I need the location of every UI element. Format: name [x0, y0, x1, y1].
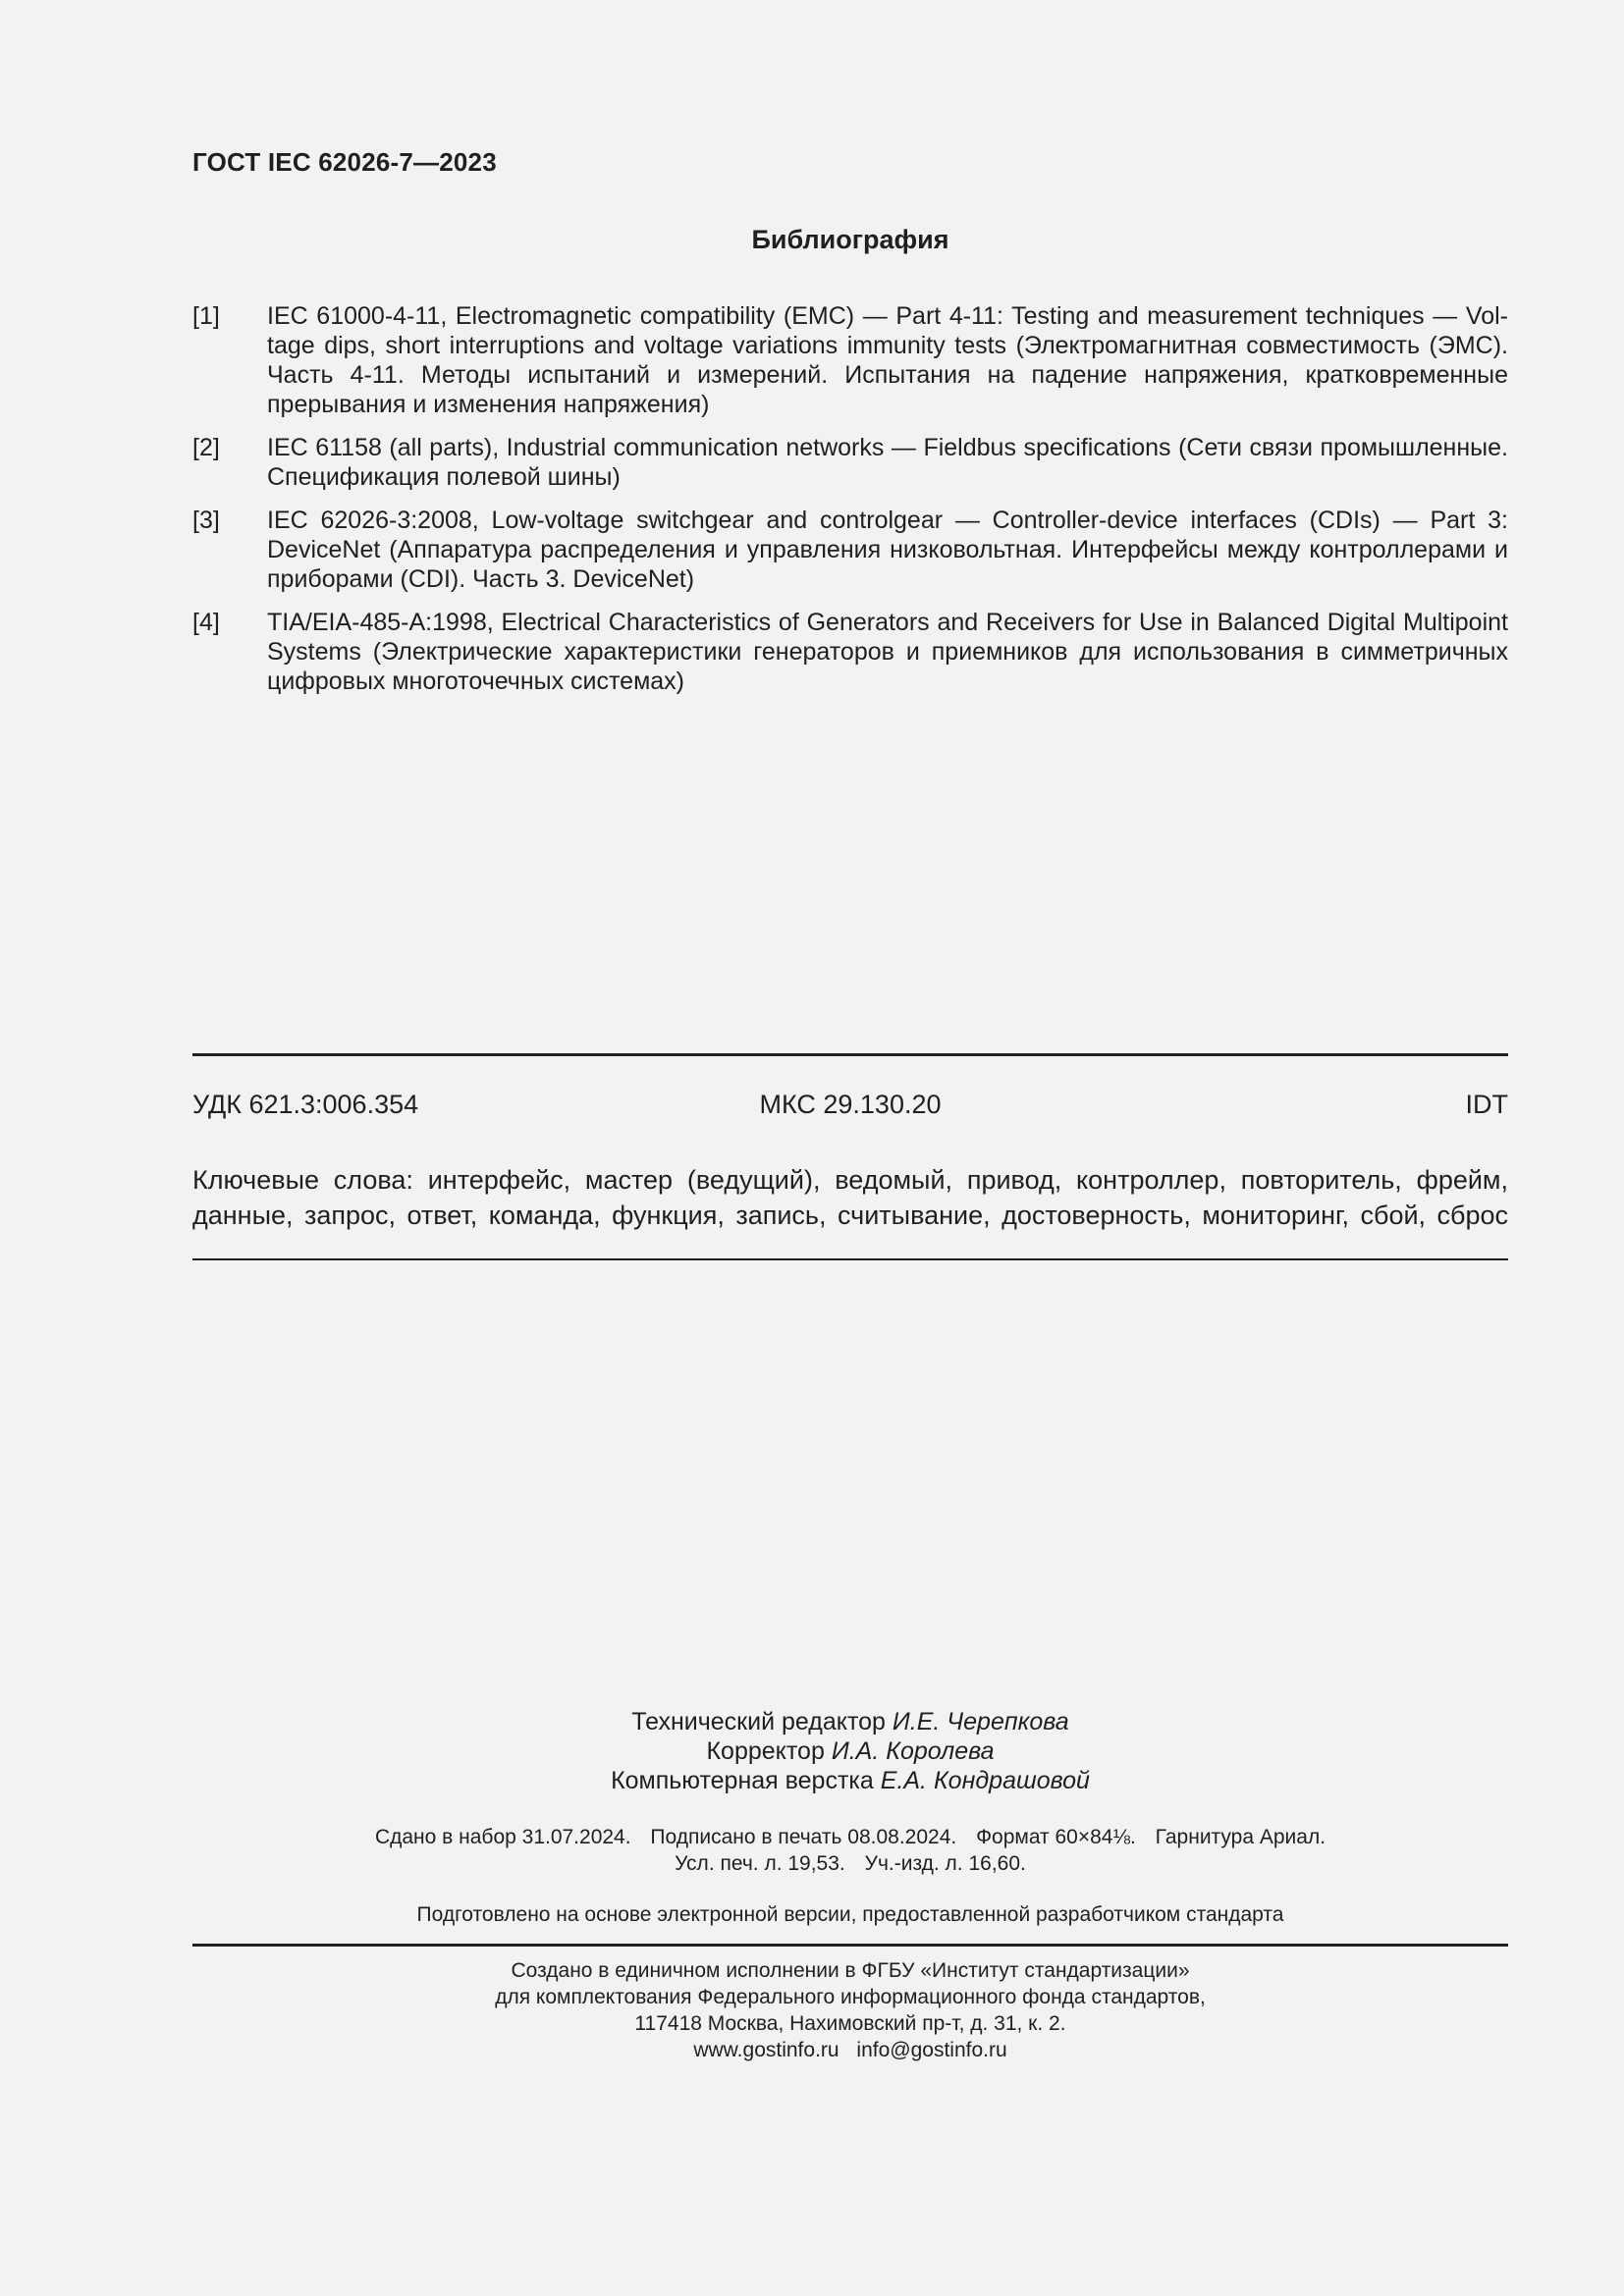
- website-link[interactable]: www.gostinfo.ru: [693, 2039, 839, 2061]
- bibliography-item-number: [2]: [192, 434, 220, 461]
- publisher-line: Создано в единичном исполнении в ФГБУ «Институт стандартизации»: [511, 1959, 1190, 1982]
- layout-name: Е.А. Кондрашовой: [880, 1767, 1090, 1794]
- keywords-line: Ключевые слова: интерфейс, мастер (ведущий), ведомый, привод, контроллер, повторитель, фрейм,: [192, 1165, 1508, 1195]
- layout-line: [192, 1766, 1508, 1795]
- publisher-contacts: [192, 2037, 1508, 2063]
- corrector-name: И.А. Королева: [831, 1737, 995, 1765]
- tech-editor-line: [192, 1707, 1508, 1736]
- layout-label: Компьютерная верстка: [611, 1767, 874, 1794]
- typeface: Гарнитура Ариал.: [1155, 1826, 1326, 1848]
- publisher-line: для комплектования Федерального информационного фонда стандартов,: [495, 1986, 1206, 2008]
- document-code: ГОСТ IEC 62026-7—2023: [192, 147, 497, 177]
- keywords-line: данные, запрос, ответ, команда, функция, запись, считывание, достоверность, мониторинг, сбой, сброс: [192, 1201, 1508, 1230]
- bibliography-item-text: IEC 62026-3:2008, Low-voltage switchgear and controlgear — Controller-device interfaces (CDIs) — Part 3: DeviceNet (Аппаратура распределения и управления низковольтная. Интерфейсы между контроллерами и приборами (CDI). Часть 3. DeviceNet): [267, 507, 1508, 593]
- signed-date: Подписано в печать 08.08.2024.: [650, 1826, 957, 1848]
- prepared-note: Подготовлено на основе электронной версии, предоставленной разработчиком стандарта: [416, 1903, 1284, 1926]
- print-info-line: [192, 1824, 1508, 1850]
- divider-bottom: [192, 1944, 1508, 1947]
- bibliography-item-text: IEC 61158 (all parts), Industrial communication networks — Fieldbus specifications (Сети связи промышленные. Спецификация полевой шины): [267, 434, 1508, 491]
- submitted-date: Сдано в набор 31.07.2024.: [374, 1826, 631, 1848]
- publishing-sheets: Уч.-изд. л. 16,60.: [864, 1852, 1026, 1875]
- publisher-address: 117418 Москва, Нахимовский пр-т, д. 31, к. 2.: [634, 2012, 1066, 2035]
- idt-mark: IDT: [1465, 1090, 1508, 1119]
- bibliography-item: [192, 608, 1508, 696]
- bibliography-item-number: [1]: [192, 302, 220, 330]
- bibliography-item-number: [3]: [192, 507, 220, 534]
- tech-editor-name: И.Е. Черепкова: [892, 1708, 1069, 1735]
- print-info: [192, 1824, 1508, 1877]
- bibliography-item-text: TIA/EIA-485-A:1998, Electrical Characteristics of Generators and Receivers for Use in Balanced Digital Multipoint Systems (Электрические характеристики генераторов и приемников для использования в симметричных цифровых многоточечных системах): [267, 609, 1508, 695]
- publisher-block: [192, 1957, 1508, 2063]
- print-info-line: [192, 1850, 1508, 1877]
- paper-format: Формат 60×84⅛.: [976, 1826, 1136, 1848]
- udk-code: УДК 621.3:006.354: [192, 1090, 419, 1119]
- bibliography-title: Библиография: [751, 225, 949, 254]
- bibliography-item: [192, 433, 1508, 492]
- bibliography-list: [192, 301, 1508, 710]
- bibliography-item: [192, 506, 1508, 594]
- print-sheets: Усл. печ. л. 19,53.: [675, 1852, 845, 1875]
- bibliography-item: [192, 301, 1508, 419]
- keywords: [192, 1162, 1508, 1233]
- credits: [192, 1707, 1508, 1795]
- tech-editor-label: Технический редактор: [631, 1708, 886, 1735]
- bibliography-item-number: [4]: [192, 609, 220, 636]
- corrector-label: Корректор: [706, 1737, 825, 1765]
- divider-top: [192, 1053, 1508, 1056]
- mks-code: МКС 29.130.20: [759, 1090, 942, 1119]
- bibliography-item-text: IEC 61000-4-11, Electromagnetic compatibility (EMC) — Part 4-11: Testing and measurement techniques — Voltage dips, short interruptions and voltage variations immunity tests (Электромагнитная совместимость (ЭМС). Часть 4-11. Методы испытаний и измерений. Испытания на падение напряжения, кратковременные прерывания и изменения напряжения): [267, 302, 1508, 418]
- divider-keywords: [192, 1258, 1508, 1260]
- email-link[interactable]: info@gostinfo.ru: [856, 2039, 1007, 2061]
- document-page: [192, 0, 1508, 2296]
- corrector-line: [192, 1736, 1508, 1766]
